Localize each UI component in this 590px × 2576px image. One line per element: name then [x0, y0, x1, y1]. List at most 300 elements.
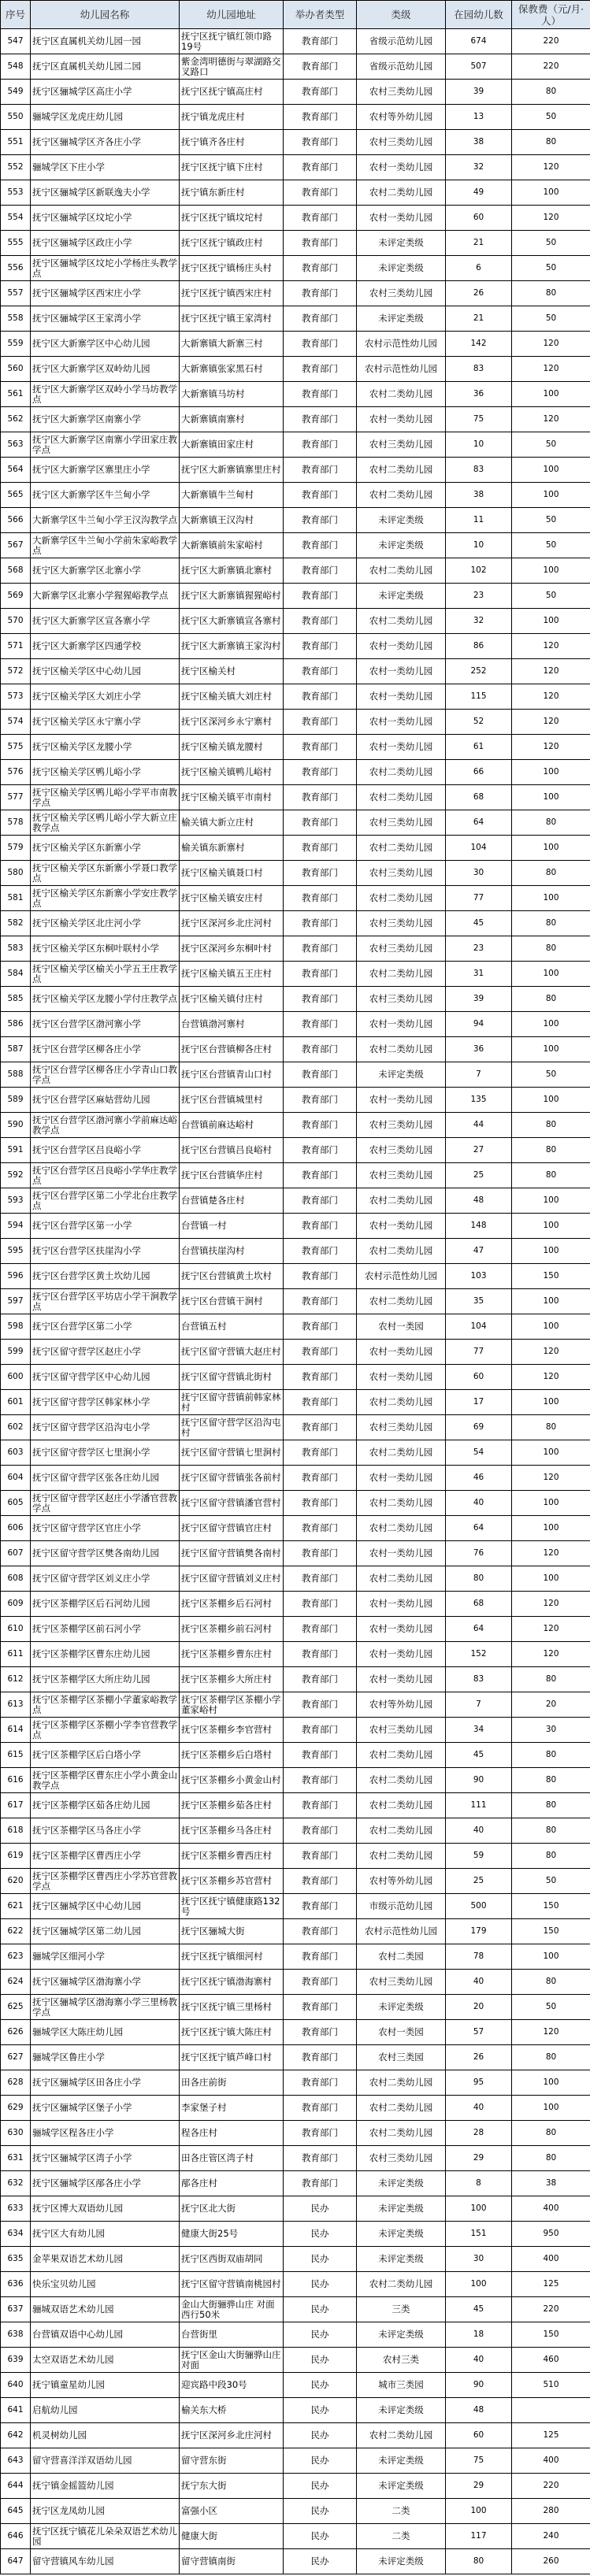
monthly-fee: 38	[512, 2171, 590, 2196]
table-row	[1, 1088, 590, 1113]
monthly-fee: 125	[512, 2272, 590, 2297]
kindergarten-address: 抚宁区榆关镇付庄村	[180, 987, 284, 1012]
enrollment-count: 47	[446, 1239, 512, 1264]
row-index: 643	[1, 2448, 31, 2474]
kindergarten-address: 留守营东街	[180, 2448, 284, 2474]
kindergarten-name: 抚宁区骊城学区田各庄小学	[31, 2070, 180, 2096]
kindergarten-name: 抚宁区大新寨学区北寨小学	[31, 558, 180, 584]
kindergarten-address: 抚宁区深河乡北庄河村	[180, 2423, 284, 2448]
enrollment-count: 507	[446, 54, 512, 80]
enrollment-count: 102	[446, 558, 512, 584]
kindergarten-name: 抚宁区榆关学区中心幼儿园	[31, 659, 180, 684]
enrollment-count: 80	[446, 2549, 512, 2574]
kindergarten-address: 抚宁区抚宁镇细河村	[180, 1944, 284, 1970]
grade-level: 未评定类级	[357, 533, 446, 558]
kindergarten-address: 抚宁区深河乡永宁寨村	[180, 710, 284, 735]
table-row	[1, 306, 590, 332]
enrollment-count: 25	[446, 1869, 512, 1894]
table-row	[1, 1793, 590, 1818]
monthly-fee: 80	[512, 2045, 590, 2070]
row-index: 568	[1, 558, 31, 584]
monthly-fee: 20	[512, 1692, 590, 1718]
kindergarten-name: 抚宁区留守营学区刘义庄小学	[31, 1566, 180, 1592]
organizer-type: 教育部门	[284, 1995, 357, 2020]
row-index: 614	[1, 1718, 31, 1743]
table-row	[1, 2549, 590, 2574]
grade-level: 农村三类幼儿园	[357, 80, 446, 105]
row-index: 606	[1, 1516, 31, 1541]
enrollment-count: 83	[446, 357, 512, 382]
grade-level: 农村一类幼儿园	[357, 1592, 446, 1617]
monthly-fee: 400	[512, 2247, 590, 2272]
organizer-type: 教育部门	[284, 2146, 357, 2171]
table-row	[1, 1667, 590, 1692]
kindergarten-address: 抚宁区茶棚乡苏官营村	[180, 1869, 284, 1894]
monthly-fee: 120	[512, 2020, 590, 2045]
grade-level: 未评定类级	[357, 2247, 446, 2272]
enrollment-count: 90	[446, 1768, 512, 1793]
kindergarten-name: 抚宁区茶棚学区曹西庄小学	[31, 1844, 180, 1869]
kindergarten-address: 台营镇前麻达峪村	[180, 1113, 284, 1138]
monthly-fee: 100	[512, 1314, 590, 1340]
grade-level: 农村二类幼儿园	[357, 1440, 446, 1466]
organizer-type: 教育部门	[284, 432, 357, 458]
monthly-fee: 100	[512, 1566, 590, 1592]
organizer-type: 教育部门	[284, 54, 357, 80]
table-row	[1, 861, 590, 886]
header-enrollment: 在园幼儿数	[446, 1, 512, 29]
kindergarten-address: 健康大街	[180, 2524, 284, 2549]
kindergarten-address: 抚宁区抚宁镇下庄村	[180, 155, 284, 180]
row-index: 639	[1, 2348, 31, 2373]
grade-level: 未评定类级	[357, 2474, 446, 2499]
kindergarten-name: 抚宁区台营学区第二小学北台庄教学点	[31, 1188, 180, 1214]
table-row	[1, 684, 590, 710]
monthly-fee: 80	[512, 1667, 590, 1692]
kindergarten-address: 台营镇扶崖沟村	[180, 1239, 284, 1264]
row-index: 636	[1, 2272, 31, 2297]
monthly-fee: 50	[512, 256, 590, 281]
header-index: 序号	[1, 1, 31, 29]
grade-level: 农村二类幼儿园	[357, 558, 446, 584]
kindergarten-address: 抚宁区台营镇黄土坎村	[180, 1264, 284, 1289]
monthly-fee: 50	[512, 1869, 590, 1894]
monthly-fee: 150	[512, 1264, 590, 1289]
kindergarten-address: 台营镇一村	[180, 1214, 284, 1239]
enrollment-count: 7	[446, 1692, 512, 1718]
organizer-type: 教育部门	[284, 584, 357, 609]
kindergarten-address: 抚宁区榆关镇大刘庄村	[180, 684, 284, 710]
grade-level: 未评定类级	[357, 2549, 446, 2574]
enrollment-count: 32	[446, 155, 512, 180]
table-row	[1, 357, 590, 382]
monthly-fee: 510	[512, 2373, 590, 2398]
enrollment-count: 83	[446, 1667, 512, 1692]
kindergarten-address: 田各庄管区湾子村	[180, 2146, 284, 2171]
table-row	[1, 911, 590, 936]
kindergarten-name: 抚宁区骊城学区湾子小学	[31, 2146, 180, 2171]
kindergarten-name: 抚宁区榆关学区北庄河小学	[31, 911, 180, 936]
grade-level: 农村二类幼儿园	[357, 1037, 446, 1062]
organizer-type: 教育部门	[284, 2096, 357, 2121]
monthly-fee: 50	[512, 1995, 590, 2020]
grade-level: 农村三类幼儿园	[357, 1415, 446, 1440]
kindergarten-name: 抚宁区茶棚学区茶棚小学李官营教学点	[31, 1718, 180, 1743]
row-index: 608	[1, 1566, 31, 1592]
table-row	[1, 1844, 590, 1869]
kindergarten-name: 骊城学区鲁庄小学	[31, 2045, 180, 2070]
organizer-type: 教育部门	[284, 382, 357, 407]
kindergarten-name: 抚宁区茶棚学区曹东庄小学小黄金山教学点	[31, 1768, 180, 1793]
kindergarten-address: 台营镇楚各庄村	[180, 1188, 284, 1214]
row-index: 610	[1, 1617, 31, 1642]
kindergarten-address: 抚宁区大新寨镇王家沟村	[180, 634, 284, 659]
enrollment-count: 500	[446, 1894, 512, 1919]
organizer-type: 教育部门	[284, 1869, 357, 1894]
grade-level: 农村示范性幼儿园	[357, 1919, 446, 1944]
kindergarten-address: 抚宁区抚宁镇大陈庄村	[180, 2020, 284, 2045]
row-index: 573	[1, 684, 31, 710]
kindergarten-name: 抚宁区大有幼儿园	[31, 2222, 180, 2247]
kindergarten-address: 抚宁区茶棚乡后石河村	[180, 1592, 284, 1617]
row-index: 552	[1, 155, 31, 180]
row-index: 630	[1, 2121, 31, 2146]
kindergarten-address: 抚宁区榆关村	[180, 659, 284, 684]
grade-level: 农村一类幼儿园	[357, 1214, 446, 1239]
grade-level: 农村一类幼儿园	[357, 1466, 446, 1491]
grade-level: 农村三类幼儿园	[357, 810, 446, 836]
organizer-type: 教育部门	[284, 659, 357, 684]
grade-level: 农村三类幼儿园	[357, 1970, 446, 1995]
kindergarten-name: 抚宁区骊城学区政庄小学	[31, 231, 180, 256]
kindergarten-name: 抚宁区骊城学区渤海寨小学	[31, 1970, 180, 1995]
enrollment-count: 10	[446, 533, 512, 558]
table-row	[1, 785, 590, 810]
organizer-type: 教育部门	[284, 1692, 357, 1718]
grade-level: 农村二类幼儿园	[357, 962, 446, 987]
kindergarten-name: 抚宁区榆关学区鸭儿峪小学大新立庄教学点	[31, 810, 180, 836]
row-index: 628	[1, 2070, 31, 2096]
grade-level: 农村二类幼儿园	[357, 1491, 446, 1516]
kindergarten-address: 抚宁镇东新庄村	[180, 180, 284, 206]
organizer-type: 教育部门	[284, 105, 357, 130]
organizer-type: 教育部门	[284, 1340, 357, 1365]
row-index: 594	[1, 1214, 31, 1239]
row-index: 558	[1, 306, 31, 332]
row-index: 617	[1, 1793, 31, 1818]
kindergarten-name: 抚宁区榆关学区东新寨小学	[31, 836, 180, 861]
organizer-type: 教育部门	[284, 155, 357, 180]
grade-level: 未评定类级	[357, 2448, 446, 2474]
grade-level: 农村等外幼儿园	[357, 1869, 446, 1894]
grade-level: 农村二类幼儿园	[357, 1239, 446, 1264]
enrollment-count: 103	[446, 1264, 512, 1289]
kindergarten-address: 抚宁区留守营镇张各前村	[180, 1466, 284, 1491]
grade-level: 农村等外幼儿园	[357, 1692, 446, 1718]
kindergarten-name: 抚宁区龙凤幼儿园	[31, 2499, 180, 2524]
enrollment-count: 64	[446, 1516, 512, 1541]
enrollment-count: 142	[446, 332, 512, 357]
kindergarten-address: 抚宁区茶棚乡曹西庄村	[180, 1844, 284, 1869]
organizer-type: 民办	[284, 2549, 357, 2574]
organizer-type: 教育部门	[284, 1617, 357, 1642]
kindergarten-address: 抚宁区抚宁镇坟坨村	[180, 206, 284, 231]
table-row	[1, 1440, 590, 1466]
enrollment-count: 46	[446, 1466, 512, 1491]
organizer-type: 教育部门	[284, 1944, 357, 1970]
table-row	[1, 231, 590, 256]
row-index: 557	[1, 281, 31, 306]
kindergarten-address: 抚宁镇齐各庄村	[180, 130, 284, 155]
row-index: 598	[1, 1314, 31, 1340]
monthly-fee: 100	[512, 2070, 590, 2096]
monthly-fee: 80	[512, 1818, 590, 1844]
grade-level: 农村一类幼儿园	[357, 1667, 446, 1692]
row-index: 646	[1, 2524, 31, 2549]
grade-level: 农村三类幼儿园	[357, 2146, 446, 2171]
table-row	[1, 2247, 590, 2272]
grade-level: 农村三类幼儿园	[357, 861, 446, 886]
monthly-fee: 80	[512, 281, 590, 306]
grade-level: 农村一类幼儿园	[357, 155, 446, 180]
grade-level: 农村三类幼儿园	[357, 1163, 446, 1188]
grade-level: 二类	[357, 2499, 446, 2524]
table-row	[1, 2348, 590, 2373]
monthly-fee: 120	[512, 684, 590, 710]
kindergarten-name: 抚宁区榆关学区鸭儿峪小学平市南教学点	[31, 785, 180, 810]
kindergarten-address: 抚宁区抚宁镇西宋庄村	[180, 281, 284, 306]
enrollment-count: 68	[446, 785, 512, 810]
enrollment-count: 57	[446, 2020, 512, 2045]
table-row	[1, 508, 590, 533]
monthly-fee: 150	[512, 1919, 590, 1944]
enrollment-count: 45	[446, 2297, 512, 2322]
organizer-type: 教育部门	[284, 936, 357, 962]
organizer-type: 教育部门	[284, 1214, 357, 1239]
organizer-type: 教育部门	[284, 1667, 357, 1692]
organizer-type: 教育部门	[284, 1289, 357, 1314]
kindergarten-address: 抚宁区北大街	[180, 2196, 284, 2222]
table-row	[1, 2474, 590, 2499]
organizer-type: 教育部门	[284, 710, 357, 735]
kindergarten-name: 抚宁区台营学区吕良峪小学华庄教学点	[31, 1163, 180, 1188]
kindergarten-address: 抚宁区大新寨镇猩猩峪村	[180, 584, 284, 609]
row-index: 556	[1, 256, 31, 281]
kindergarten-name: 抚宁区大新寨学区牛兰甸小学	[31, 483, 180, 508]
monthly-fee: 80	[512, 1970, 590, 1995]
enrollment-count: 7	[446, 1062, 512, 1088]
monthly-fee: 280	[512, 2499, 590, 2524]
enrollment-count: 29	[446, 2474, 512, 2499]
row-index: 564	[1, 458, 31, 483]
monthly-fee: 80	[512, 861, 590, 886]
row-index: 571	[1, 634, 31, 659]
kindergarten-address: 抚宁区抚宁镇杨庄头村	[180, 256, 284, 281]
enrollment-count: 39	[446, 987, 512, 1012]
monthly-fee: 80	[512, 987, 590, 1012]
enrollment-count: 32	[446, 609, 512, 634]
kindergarten-name: 留守营喜洋洋双语幼儿园	[31, 2448, 180, 2474]
row-index: 566	[1, 508, 31, 533]
table-row	[1, 2373, 590, 2398]
table-row	[1, 1970, 590, 1995]
kindergarten-address: 抚宁东大街	[180, 2474, 284, 2499]
monthly-fee: 100	[512, 1214, 590, 1239]
kindergarten-name: 抚宁区骊城学区第二幼儿园	[31, 1919, 180, 1944]
enrollment-count: 11	[446, 508, 512, 533]
row-index: 626	[1, 2020, 31, 2045]
row-index: 616	[1, 1768, 31, 1793]
grade-level: 农村二类幼儿园	[357, 1566, 446, 1592]
row-index: 553	[1, 180, 31, 206]
kindergarten-address: 抚宁区留守营镇樊各南村	[180, 1541, 284, 1566]
row-index: 618	[1, 1818, 31, 1844]
monthly-fee: 100	[512, 609, 590, 634]
row-index: 588	[1, 1062, 31, 1088]
row-index: 555	[1, 231, 31, 256]
monthly-fee: 120	[512, 1365, 590, 1390]
kindergarten-address: 抚宁区榆关镇龙腰村	[180, 735, 284, 760]
grade-level: 农村一类幼儿园	[357, 1617, 446, 1642]
row-index: 560	[1, 357, 31, 382]
kindergarten-address: 抚宁区留守营镇前韩家林村	[180, 1390, 284, 1415]
organizer-type: 民办	[284, 2322, 357, 2348]
row-index: 637	[1, 2297, 31, 2322]
enrollment-count: 40	[446, 1818, 512, 1844]
monthly-fee: 100	[512, 886, 590, 911]
kindergarten-address: 大新寨镇前朱家峪村	[180, 533, 284, 558]
organizer-type: 民办	[284, 2196, 357, 2222]
row-index: 631	[1, 2146, 31, 2171]
row-index: 572	[1, 659, 31, 684]
row-index: 612	[1, 1667, 31, 1692]
kindergarten-name: 太空双语艺术幼儿园	[31, 2348, 180, 2373]
enrollment-count: 48	[446, 2398, 512, 2423]
grade-level: 农村二类幼儿园	[357, 483, 446, 508]
grade-level: 农村三类幼儿园	[357, 987, 446, 1012]
organizer-type: 教育部门	[284, 1415, 357, 1440]
organizer-type: 教育部门	[284, 533, 357, 558]
table-row	[1, 2222, 590, 2247]
monthly-fee: 80	[512, 80, 590, 105]
table-row	[1, 1113, 590, 1138]
grade-level: 农村二类幼儿园	[357, 2096, 446, 2121]
enrollment-count: 20	[446, 1995, 512, 2020]
kindergarten-name: 抚宁区大新寨学区南寨小学	[31, 407, 180, 432]
table-row	[1, 2196, 590, 2222]
organizer-type: 教育部门	[284, 1037, 357, 1062]
enrollment-count: 26	[446, 2045, 512, 2070]
enrollment-count: 23	[446, 936, 512, 962]
kindergarten-address: 抚宁区茶棚乡曹东庄村	[180, 1642, 284, 1667]
enrollment-count: 60	[446, 2423, 512, 2448]
grade-level: 农村二类幼儿园	[357, 2272, 446, 2297]
grade-level: 农村二类园	[357, 1944, 446, 1970]
table-row	[1, 886, 590, 911]
monthly-fee: 120	[512, 1642, 590, 1667]
kindergarten-address: 紫金湾明德街与翠湖路交叉路口	[180, 54, 284, 80]
grade-level: 未评定类级	[357, 2222, 446, 2247]
row-index: 638	[1, 2322, 31, 2348]
kindergarten-address: 抚宁区抚宁镇芦峰口村	[180, 2045, 284, 2070]
kindergarten-address: 大新寨镇牛兰甸村	[180, 483, 284, 508]
organizer-type: 教育部门	[284, 1138, 357, 1163]
kindergarten-address: 抚宁区抚宁镇红领巾路19号	[180, 29, 284, 54]
grade-level: 农村二类幼儿园	[357, 382, 446, 407]
enrollment-count: 100	[446, 2272, 512, 2297]
kindergarten-name: 抚宁区茶棚学区后白塔小学	[31, 1743, 180, 1768]
organizer-type: 教育部门	[284, 1718, 357, 1743]
kindergarten-name: 抚宁区台营学区第一小学	[31, 1214, 180, 1239]
kindergarten-address: 大新寨镇马坊村	[180, 382, 284, 407]
row-index: 620	[1, 1869, 31, 1894]
kindergarten-address: 抚宁区骊城大街	[180, 1919, 284, 1944]
kindergarten-name: 抚宁区榆关学区龙腰小学	[31, 735, 180, 760]
organizer-type: 教育部门	[284, 2020, 357, 2045]
table-row	[1, 609, 590, 634]
row-index: 581	[1, 886, 31, 911]
organizer-type: 民办	[284, 2348, 357, 2373]
grade-level: 农村三类幼儿园	[357, 1113, 446, 1138]
row-index: 583	[1, 936, 31, 962]
kindergarten-address: 程各庄村	[180, 2121, 284, 2146]
kindergarten-name: 抚宁区骊城学区邴各庄小学	[31, 2171, 180, 2196]
table-row	[1, 2423, 590, 2448]
organizer-type: 教育部门	[284, 785, 357, 810]
table-row	[1, 256, 590, 281]
monthly-fee: 260	[512, 2549, 590, 2574]
monthly-fee: 100	[512, 1012, 590, 1037]
kindergarten-name: 抚宁区骊城学区西宋庄小学	[31, 281, 180, 306]
organizer-type: 教育部门	[284, 1793, 357, 1818]
table-row	[1, 1919, 590, 1944]
kindergarten-address: 抚宁区抚宁镇健康路132号	[180, 1894, 284, 1919]
grade-level: 未评定类级	[357, 2398, 446, 2423]
table-row	[1, 2020, 590, 2045]
kindergarten-name: 抚宁区骊城学区堡子小学	[31, 2096, 180, 2121]
grade-level: 未评定类级	[357, 231, 446, 256]
enrollment-count: 83	[446, 458, 512, 483]
kindergarten-name: 抚宁区茶棚学区茹各庄幼儿园	[31, 1793, 180, 1818]
kindergarten-address: 台营镇渤河寨村	[180, 1012, 284, 1037]
grade-level: 农村一类园	[357, 2020, 446, 2045]
row-index: 547	[1, 29, 31, 54]
monthly-fee: 100	[512, 1491, 590, 1516]
table-row	[1, 1768, 590, 1793]
enrollment-count: 21	[446, 231, 512, 256]
row-index: 642	[1, 2423, 31, 2448]
organizer-type: 教育部门	[284, 558, 357, 584]
kindergarten-address: 抚宁区台营镇干涧村	[180, 1289, 284, 1314]
monthly-fee: 100	[512, 962, 590, 987]
table-row	[1, 1138, 590, 1163]
header-organizer-type: 举办者类型	[284, 1, 357, 29]
kindergarten-name: 抚宁区茶棚学区后石河幼儿园	[31, 1592, 180, 1617]
kindergarten-name: 抚宁区大新寨学区双岭幼儿园	[31, 357, 180, 382]
enrollment-count: 68	[446, 1592, 512, 1617]
kindergarten-name: 抚宁区博大双语幼儿园	[31, 2196, 180, 2222]
row-index: 603	[1, 1440, 31, 1466]
monthly-fee: 100	[512, 1289, 590, 1314]
table-row	[1, 80, 590, 105]
enrollment-count: 80	[446, 1566, 512, 1592]
grade-level: 农村三类	[357, 2348, 446, 2373]
kindergarten-name: 抚宁区台营学区黄土坎幼儿园	[31, 1264, 180, 1289]
grade-level: 未评定类级	[357, 256, 446, 281]
enrollment-count: 44	[446, 1113, 512, 1138]
enrollment-count: 111	[446, 1793, 512, 1818]
enrollment-count: 252	[446, 659, 512, 684]
